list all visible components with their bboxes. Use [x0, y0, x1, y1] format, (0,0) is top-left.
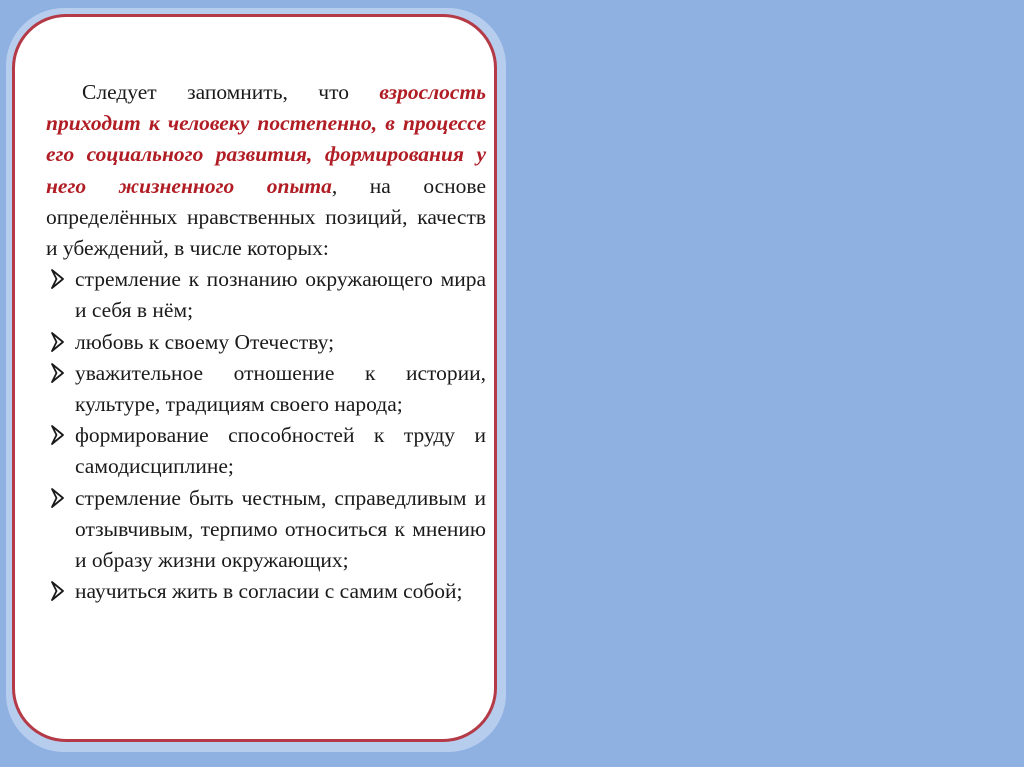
arrowhead-bullet-icon: [50, 487, 65, 509]
card-text: [46, 77, 486, 607]
content-card: [12, 14, 497, 742]
list-item-text: стремление к познанию окружающего мира и себя в нём;: [75, 267, 486, 323]
intro-lead: Следует запомнить, что: [82, 80, 380, 104]
list-item-text: любовь к своему Отечеству;: [75, 329, 335, 354]
list-item-text: уважительное отношение к истории, культуре, традициям своего народа;: [75, 360, 486, 417]
arrowhead-bullet-icon: [50, 362, 65, 384]
list-item: [46, 358, 486, 420]
arrowhead-bullet-icon: [50, 580, 65, 602]
intro-tail: , на основе определённых нравственных позиций, качеств и убеждений, в числе которых:: [46, 173, 487, 261]
list-item: [46, 327, 486, 358]
arrowhead-bullet-icon: [50, 331, 65, 353]
qualities-list: [46, 264, 486, 607]
list-item: [46, 420, 486, 482]
list-item-text: формирование способностей к труду и самодисциплине;: [75, 423, 486, 479]
list-item-text: научиться жить в согласии с самим собой;: [75, 579, 463, 604]
arrowhead-bullet-icon: [50, 268, 65, 290]
arrowhead-bullet-icon: [50, 424, 65, 446]
list-item: [46, 264, 486, 326]
intro-paragraph: [46, 77, 486, 264]
list-item-text: стремление быть честным, справедливым и отзывчивым, терпимо относиться к мнению и образу жизни окружающих;: [75, 485, 486, 573]
intro-highlight: взрослость приходит к человеку постепенно, в процессе его социального развития, формирования у него жизненного опыта: [46, 80, 486, 198]
list-item: [46, 483, 486, 577]
list-item: [46, 576, 486, 607]
